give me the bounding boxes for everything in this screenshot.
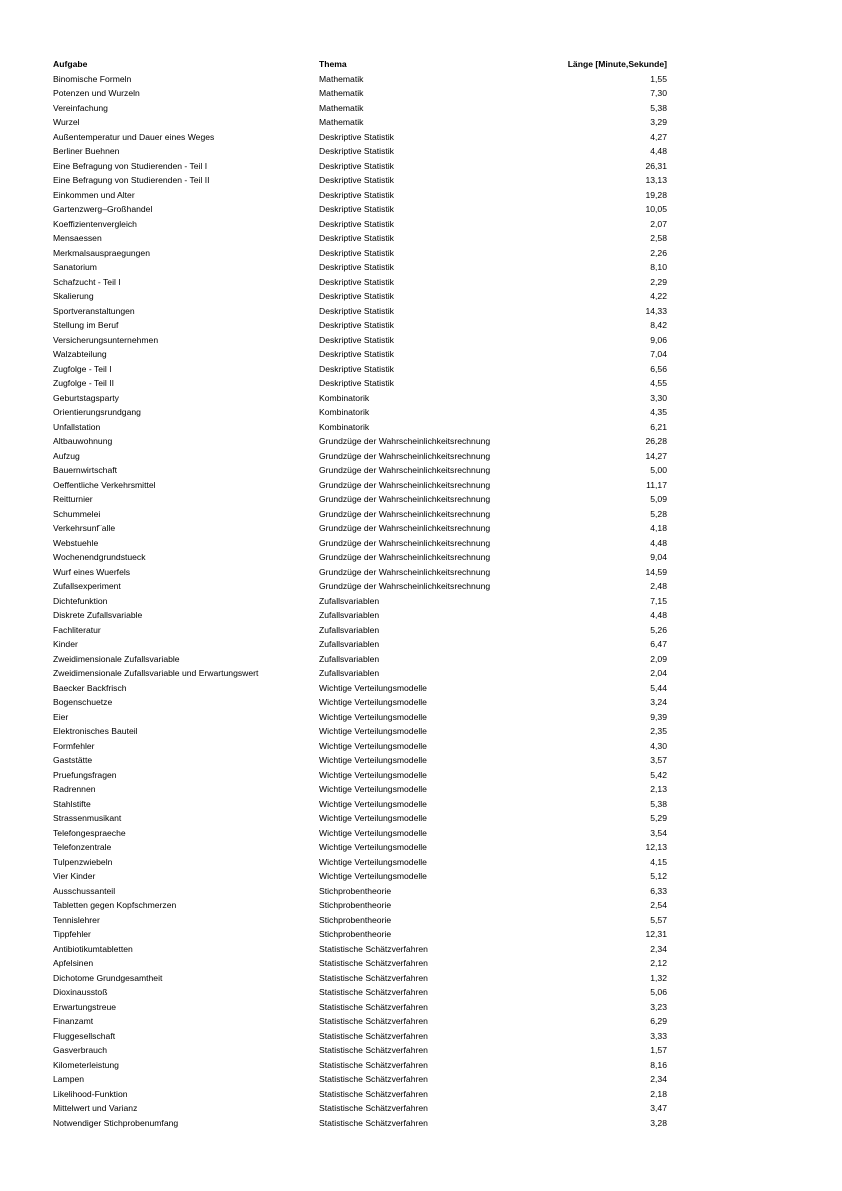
topic-cell: Stichprobentheorie [319, 885, 392, 896]
table-row [53, 652, 667, 667]
task-cell: Apfelsinen [53, 958, 94, 968]
length-cell: 4,30 [650, 740, 667, 751]
length-cell: 2,48 [650, 581, 667, 591]
topic-cell: Deskriptive Statistik [319, 131, 394, 142]
topic-cell: Wichtige Verteilungsmodelle [319, 842, 427, 852]
topic-cell: Deskriptive Statistik [319, 189, 394, 200]
task-cell: Bauernwirtschaft [53, 465, 118, 475]
length-cell: 1,32 [650, 972, 667, 983]
length-cell: 9,04 [650, 552, 667, 562]
topic-cell: Statistische Schätzverfahren [319, 958, 428, 968]
table-row [53, 782, 667, 797]
task-cell: Strassenmusikant [53, 813, 122, 823]
table-row [53, 1116, 667, 1131]
topic-cell: Kombinatorik [319, 421, 370, 432]
task-cell: Kinder [53, 639, 78, 649]
task-cell: Telefongespraeche [53, 827, 126, 838]
table-row [53, 927, 667, 942]
length-cell: 4,15 [650, 856, 667, 867]
length-cell: 14,59 [645, 566, 667, 577]
task-cell: Eine Befragung von Studierenden - Teil II [53, 175, 210, 185]
table-row [53, 318, 667, 333]
table-row [53, 260, 667, 275]
length-cell: 5,38 [650, 102, 667, 113]
task-cell: Berliner Buehnen [53, 146, 120, 156]
task-cell: Zweidimensionale Zufallsvariable und Erwartungswert [53, 668, 259, 678]
table-row [53, 739, 667, 754]
topic-cell: Grundzüge der Wahrscheinlichkeitsrechnung [319, 552, 491, 562]
task-cell: Unfallstation [53, 421, 101, 432]
topic-cell: Deskriptive Statistik [319, 334, 394, 345]
length-cell: 12,13 [645, 842, 667, 852]
topic-cell: Grundzüge der Wahrscheinlichkeitsrechnung [319, 465, 491, 475]
topic-cell: Statistische Schätzverfahren [319, 972, 428, 983]
topic-cell: Statistische Schätzverfahren [319, 1088, 428, 1099]
table-row [53, 753, 667, 768]
table-row [53, 637, 667, 652]
task-cell: Gaststätte [53, 755, 93, 765]
length-cell: 3,28 [650, 1117, 667, 1128]
task-cell: Walzabteilung [53, 349, 107, 359]
length-cell: 5,28 [650, 508, 667, 519]
topic-cell: Deskriptive Statistik [319, 175, 394, 185]
table-row [53, 1087, 667, 1102]
length-cell: 3,30 [650, 392, 667, 403]
length-cell: 6,56 [650, 363, 667, 374]
length-cell: 4,27 [650, 131, 667, 142]
topic-cell: Mathematik [319, 88, 364, 98]
length-cell: 14,33 [645, 305, 667, 316]
length-cell: 11,17 [646, 479, 667, 490]
topic-cell: Wichtige Verteilungsmodelle [319, 769, 427, 780]
table-row [53, 623, 667, 638]
task-cell: Eine Befragung von Studierenden - Teil I [53, 160, 208, 171]
topic-cell: Wichtige Verteilungsmodelle [319, 871, 427, 881]
length-cell: 3,29 [650, 117, 667, 127]
task-cell: Dichotome Grundgesamtheit [53, 972, 163, 983]
length-cell: 7,15 [650, 595, 667, 606]
length-cell: 2,13 [650, 784, 667, 794]
table-row [53, 550, 667, 565]
task-cell: Eier [53, 711, 69, 722]
table-row [53, 971, 667, 986]
length-cell: 5,26 [650, 624, 667, 635]
topic-cell: Grundzüge der Wahrscheinlichkeitsrechnung [319, 581, 491, 591]
topic-cell: Grundzüge der Wahrscheinlichkeitsrechnung [319, 494, 491, 504]
table-row [53, 695, 667, 710]
table-row [53, 608, 667, 623]
task-cell: Radrennen [53, 784, 96, 794]
length-cell: 3,33 [650, 1030, 667, 1041]
length-cell: 3,54 [650, 827, 667, 838]
task-cell: Telefonzentrale [53, 842, 112, 852]
table-row [53, 710, 667, 725]
task-cell: Pruefungsfragen [53, 769, 117, 780]
length-cell: 6,21 [650, 421, 667, 432]
task-cell: Zweidimensionale Zufallsvariable [53, 653, 180, 664]
topic-cell: Kombinatorik [319, 392, 370, 403]
table-row [53, 391, 667, 406]
table-row [53, 956, 667, 971]
task-cell: Zugfolge - Teil II [53, 378, 114, 388]
table-row [53, 275, 667, 290]
length-cell: 8,16 [650, 1059, 667, 1070]
topic-cell: Grundzüge der Wahrscheinlichkeitsrechnung [319, 537, 491, 548]
table-row [53, 985, 667, 1000]
task-cell: Potenzen und Wurzeln [53, 88, 140, 98]
topic-cell: Deskriptive Statistik [319, 218, 394, 229]
task-cell: Merkmalsauspraegungen [53, 247, 150, 258]
task-cell: Oeffentliche Verkehrsmittel [53, 479, 156, 490]
length-cell: 9,39 [650, 711, 667, 722]
table-row [53, 333, 667, 348]
topic-cell: Deskriptive Statistik [319, 262, 394, 272]
topic-cell: Grundzüge der Wahrscheinlichkeitsrechnung [319, 450, 491, 461]
length-cell: 4,18 [650, 523, 667, 533]
task-cell: Gartenzwerg–Großhandel [53, 204, 153, 214]
topic-cell: Grundzüge der Wahrscheinlichkeitsrechnung [319, 566, 491, 577]
table-row [53, 115, 667, 130]
table-row [53, 144, 667, 159]
topic-cell: Deskriptive Statistik [319, 247, 394, 258]
table-row [53, 579, 667, 594]
length-cell: 6,29 [650, 1016, 667, 1026]
length-cell: 2,54 [650, 900, 667, 910]
task-cell: Wurf eines Wuerfels [53, 566, 131, 577]
length-cell: 4,48 [650, 610, 667, 620]
task-cell: Tulpenzwiebeln [53, 856, 113, 867]
table-row [53, 869, 667, 884]
task-cell: Schafzucht - Teil I [53, 276, 121, 287]
task-cell: Geburtstagsparty [53, 392, 119, 403]
task-cell: Baecker Backfrisch [53, 682, 127, 693]
task-cell: Antibiotikumtabletten [53, 943, 133, 954]
table-row [53, 478, 667, 493]
task-cell: Mensaessen [53, 233, 102, 243]
table-row [53, 420, 667, 435]
task-cell: Fachliteratur [53, 624, 101, 635]
topic-cell: Wichtige Verteilungsmodelle [319, 784, 427, 794]
task-cell: Stahlstifte [53, 798, 91, 809]
length-cell: 8,10 [650, 262, 667, 272]
length-cell: 3,23 [650, 1001, 667, 1012]
table-row [53, 594, 667, 609]
table-row [53, 536, 667, 551]
table-row [53, 492, 667, 507]
length-cell: 2,34 [650, 1074, 667, 1084]
table-row [53, 130, 667, 145]
topic-cell: Wichtige Verteilungsmodelle [319, 856, 427, 867]
topic-cell: Deskriptive Statistik [319, 160, 394, 171]
length-cell: 2,18 [650, 1088, 667, 1099]
table-row [53, 463, 667, 478]
length-cell: 5,38 [650, 798, 667, 809]
length-cell: 4,48 [650, 146, 667, 156]
length-cell: 2,26 [650, 247, 667, 258]
table-row [53, 840, 667, 855]
topic-cell: Stichprobentheorie [319, 900, 392, 910]
topic-cell: Grundzüge der Wahrscheinlichkeitsrechnung [319, 479, 491, 490]
topic-cell: Wichtige Verteilungsmodelle [319, 697, 427, 707]
length-cell: 4,22 [650, 291, 667, 301]
task-cell: Kilometerleistung [53, 1059, 119, 1070]
length-cell: 3,47 [650, 1103, 667, 1113]
topic-cell: Grundzüge der Wahrscheinlichkeitsrechnung [319, 436, 491, 446]
topic-cell: Grundzüge der Wahrscheinlichkeitsrechnung [319, 508, 491, 519]
task-cell: Versicherungsunternehmen [53, 334, 159, 345]
topic-cell: Statistische Schätzverfahren [319, 1059, 428, 1070]
length-cell: 2,12 [650, 958, 667, 968]
length-cell: 26,28 [645, 436, 667, 446]
table-row [53, 666, 667, 681]
table-row [53, 304, 667, 319]
table-row [53, 362, 667, 377]
length-cell: 3,57 [650, 755, 667, 765]
topic-cell: Wichtige Verteilungsmodelle [319, 798, 427, 809]
task-cell: Ausschussanteil [53, 885, 116, 896]
length-cell: 5,29 [650, 813, 667, 823]
length-cell: 19,28 [645, 189, 667, 200]
table-row [53, 724, 667, 739]
table-row [53, 1101, 667, 1116]
task-cell: Einkommen und Alter [53, 189, 135, 200]
task-cell: Sportveranstaltungen [53, 305, 135, 316]
table-row [53, 768, 667, 783]
table-row [53, 231, 667, 246]
length-cell: 2,35 [650, 726, 667, 736]
topic-cell: Stichprobentheorie [319, 929, 392, 939]
task-table [53, 57, 667, 1130]
table-row [53, 188, 667, 203]
length-cell: 5,57 [650, 914, 667, 925]
table-row [53, 405, 667, 420]
length-cell: 4,35 [650, 407, 667, 417]
table-row [53, 826, 667, 841]
topic-cell: Deskriptive Statistik [319, 233, 394, 243]
table-row [53, 681, 667, 696]
task-cell: Mittelwert und Varianz [53, 1103, 138, 1113]
task-cell: Lampen [53, 1074, 85, 1084]
task-cell: Binomische Formeln [53, 73, 132, 84]
table-row [53, 376, 667, 391]
length-cell: 5,00 [650, 465, 667, 475]
task-cell: Vier Kinder [53, 871, 96, 881]
topic-cell: Stichprobentheorie [319, 914, 392, 925]
table-row [53, 159, 667, 174]
table-row [53, 1058, 667, 1073]
task-cell: Zufallsexperiment [53, 581, 121, 591]
task-cell: Aufzug [53, 450, 80, 461]
topic-cell: Mathematik [319, 102, 364, 113]
length-cell: 9,06 [650, 334, 667, 345]
topic-cell: Statistische Schätzverfahren [319, 1074, 428, 1084]
topic-cell: Statistische Schätzverfahren [319, 1030, 428, 1041]
topic-cell: Mathematik [319, 117, 364, 127]
topic-cell: Kombinatorik [319, 407, 370, 417]
task-cell: Erwartungstreue [53, 1001, 117, 1012]
length-cell: 5,09 [650, 494, 667, 504]
topic-cell: Zufallsvariablen [319, 653, 380, 664]
table-row [53, 434, 667, 449]
topic-cell: Statistische Schätzverfahren [319, 943, 428, 954]
topic-cell: Zufallsvariablen [319, 639, 380, 649]
topic-cell: Mathematik [319, 73, 364, 84]
topic-cell: Wichtige Verteilungsmodelle [319, 726, 427, 736]
length-cell: 13,13 [645, 175, 667, 185]
task-cell: Likelihood-Funktion [53, 1088, 128, 1099]
task-cell: Außentemperatur und Dauer eines Weges [53, 131, 215, 142]
topic-cell: Deskriptive Statistik [319, 146, 394, 156]
topic-cell: Statistische Schätzverfahren [319, 1117, 428, 1128]
header-length: Länge [Minute,Sekunde] [567, 59, 667, 69]
table-row [53, 86, 667, 101]
table-row [53, 347, 667, 362]
table-row [53, 811, 667, 826]
length-cell: 2,07 [650, 218, 667, 229]
header-topic: Thema [319, 59, 347, 69]
task-cell: Wochenendgrundstueck [53, 552, 146, 562]
length-cell: 5,42 [650, 769, 667, 780]
length-cell: 26,31 [645, 160, 667, 171]
table-body [53, 72, 667, 1131]
topic-cell: Deskriptive Statistik [319, 276, 394, 287]
length-cell: 8,42 [650, 320, 667, 330]
table-row [53, 173, 667, 188]
topic-cell: Statistische Schätzverfahren [319, 987, 428, 997]
table-row [53, 565, 667, 580]
table-row [53, 1072, 667, 1087]
length-cell: 5,12 [650, 871, 667, 881]
task-cell: Bogenschuetze [53, 697, 113, 707]
table-row [53, 898, 667, 913]
topic-cell: Zufallsvariablen [319, 610, 380, 620]
task-cell: Formfehler [53, 740, 95, 751]
table-row [53, 101, 667, 116]
topic-cell: Statistische Schätzverfahren [319, 1103, 428, 1113]
table-row [53, 1000, 667, 1015]
task-cell: Tennislehrer [53, 914, 100, 925]
length-cell: 2,04 [650, 668, 667, 678]
table-row [53, 942, 667, 957]
topic-cell: Deskriptive Statistik [319, 349, 394, 359]
topic-cell: Deskriptive Statistik [319, 363, 394, 374]
topic-cell: Wichtige Verteilungsmodelle [319, 827, 427, 838]
table-row [53, 202, 667, 217]
table-row [53, 449, 667, 464]
task-cell: Verkehrsunf¨alle [53, 523, 116, 533]
task-cell: Webstuehle [53, 537, 99, 548]
task-cell: Diskrete Zufallsvariable [53, 610, 143, 620]
length-cell: 7,04 [650, 349, 667, 359]
length-cell: 7,30 [650, 88, 667, 98]
table-row [53, 797, 667, 812]
topic-cell: Wichtige Verteilungsmodelle [319, 755, 427, 765]
length-cell: 1,55 [650, 73, 667, 84]
length-cell: 5,06 [650, 987, 667, 997]
length-cell: 2,29 [650, 276, 667, 287]
length-cell: 2,34 [650, 943, 667, 954]
table-row [53, 246, 667, 261]
task-cell: Gasverbrauch [53, 1045, 107, 1055]
table-row [53, 507, 667, 522]
topic-cell: Zufallsvariablen [319, 624, 380, 635]
length-cell: 2,09 [650, 653, 667, 664]
table-row [53, 289, 667, 304]
topic-cell: Deskriptive Statistik [319, 204, 394, 214]
length-cell: 12,31 [645, 929, 667, 939]
length-cell: 6,33 [650, 885, 667, 896]
topic-cell: Statistische Schätzverfahren [319, 1001, 428, 1012]
task-cell: Dioxinausstoß [53, 987, 108, 997]
task-cell: Koeffizientenvergleich [53, 218, 137, 229]
task-cell: Schummelei [53, 508, 101, 519]
topic-cell: Zufallsvariablen [319, 668, 380, 678]
task-cell: Altbauwohnung [53, 436, 113, 446]
table-row [53, 884, 667, 899]
task-cell: Notwendiger Stichprobenumfang [53, 1117, 179, 1128]
topic-cell: Zufallsvariablen [319, 595, 380, 606]
topic-cell: Wichtige Verteilungsmodelle [319, 682, 427, 693]
task-cell: Reitturnier [53, 494, 93, 504]
topic-cell: Deskriptive Statistik [319, 320, 394, 330]
table-row [53, 1014, 667, 1029]
length-cell: 6,47 [650, 639, 667, 649]
task-cell: Fluggesellschaft [53, 1030, 116, 1041]
table-row [53, 72, 667, 87]
topic-cell: Grundzüge der Wahrscheinlichkeitsrechnung [319, 523, 491, 533]
task-cell: Zugfolge - Teil I [53, 363, 112, 374]
task-cell: Elektronisches Bauteil [53, 726, 138, 736]
table-row [53, 1043, 667, 1058]
length-cell: 10,05 [645, 204, 667, 214]
task-cell: Tabletten gegen Kopfschmerzen [53, 900, 177, 910]
table-row [53, 913, 667, 928]
topic-cell: Deskriptive Statistik [319, 291, 394, 301]
task-cell: Tippfehler [53, 929, 91, 939]
topic-cell: Wichtige Verteilungsmodelle [319, 813, 427, 823]
table-row [53, 521, 667, 536]
task-cell: Dichtefunktion [53, 595, 108, 606]
task-cell: Vereinfachung [53, 102, 108, 113]
topic-cell: Wichtige Verteilungsmodelle [319, 711, 427, 722]
length-cell: 4,48 [650, 537, 667, 548]
task-cell: Sanatorium [53, 262, 97, 272]
length-cell: 3,24 [650, 697, 667, 707]
length-cell: 4,55 [650, 378, 667, 388]
task-cell: Wurzel [53, 117, 80, 127]
task-cell: Skalierung [53, 291, 94, 301]
task-cell: Stellung im Beruf [53, 320, 119, 330]
table-row [53, 855, 667, 870]
table-row [53, 217, 667, 232]
topic-cell: Statistische Schätzverfahren [319, 1016, 428, 1026]
table-row [53, 1029, 667, 1044]
topic-cell: Deskriptive Statistik [319, 378, 394, 388]
task-cell: Orientierungsrundgang [53, 407, 141, 417]
topic-cell: Statistische Schätzverfahren [319, 1045, 428, 1055]
task-cell: Finanzamt [53, 1016, 94, 1026]
topic-cell: Deskriptive Statistik [319, 305, 394, 316]
topic-cell: Wichtige Verteilungsmodelle [319, 740, 427, 751]
length-cell: 2,58 [650, 233, 667, 243]
length-cell: 1,57 [650, 1045, 667, 1055]
table-header-row [53, 57, 667, 72]
length-cell: 14,27 [645, 450, 667, 461]
length-cell: 5,44 [650, 682, 667, 693]
header-task: Aufgabe [53, 59, 88, 69]
